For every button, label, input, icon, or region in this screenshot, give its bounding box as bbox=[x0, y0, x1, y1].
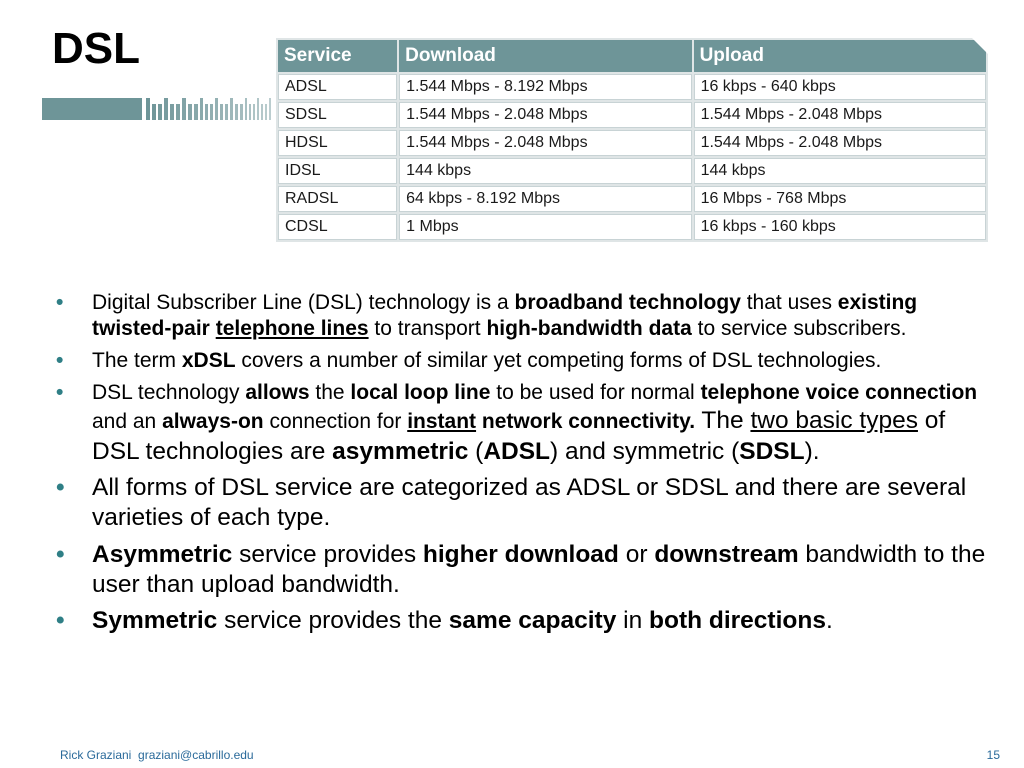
list-item bbox=[56, 473, 996, 534]
table-cell: 1.544 Mbps - 2.048 Mbps bbox=[694, 102, 986, 128]
bullet-text: the bbox=[309, 381, 351, 405]
bullet-text-bold-underlined: telephone lines bbox=[215, 317, 369, 341]
column-header-service: Service bbox=[278, 40, 397, 72]
footer-credit bbox=[60, 748, 254, 762]
table-row bbox=[278, 158, 986, 184]
bullet-text-bold: existing twisted-pair bbox=[92, 291, 918, 341]
table-cell: 16 kbps - 160 kbps bbox=[694, 214, 986, 240]
bullet-text-bold: allows bbox=[245, 381, 310, 405]
bullet-text-bold: network connectivity. bbox=[476, 410, 696, 434]
table-cell: CDSL bbox=[278, 214, 397, 240]
table-cell: 16 kbps - 640 kbps bbox=[694, 74, 986, 100]
table-row bbox=[278, 102, 986, 128]
slide-title: DSL bbox=[52, 24, 140, 73]
list-item bbox=[56, 540, 996, 601]
bullet-text-bold: higher download bbox=[422, 540, 619, 568]
table-cell: 16 Mbps - 768 Mbps bbox=[694, 186, 986, 212]
column-header-upload: Upload bbox=[694, 40, 986, 72]
bullet-text-bold: ADSL bbox=[483, 437, 551, 465]
bullet-icon: • bbox=[56, 607, 65, 635]
table-row bbox=[278, 74, 986, 100]
bullet-text: in bbox=[616, 607, 650, 635]
footer-email: graziani@cabrillo.edu bbox=[138, 748, 254, 762]
bullet-text-bold: SDSL bbox=[739, 437, 805, 465]
table-cell: 1.544 Mbps - 2.048 Mbps bbox=[694, 130, 986, 156]
bullet-text: ( bbox=[468, 437, 484, 465]
bullet-text: connection for bbox=[263, 410, 408, 434]
bullet-text: covers a number of similar yet competing forms of DSL technologies. bbox=[235, 349, 882, 373]
bullet-text: that uses bbox=[740, 291, 838, 314]
table-cell: ADSL bbox=[278, 74, 397, 100]
bullet-text-bold: local loop line bbox=[350, 381, 491, 405]
table-row bbox=[278, 130, 986, 156]
bullet-text: service provides the bbox=[217, 607, 449, 635]
bullet-icon: • bbox=[56, 540, 65, 568]
list-item bbox=[56, 606, 996, 636]
table-row bbox=[278, 214, 986, 240]
bullet-icon: • bbox=[56, 473, 65, 501]
bullet-text: to be used for normal bbox=[490, 381, 701, 405]
table-cell: 1.544 Mbps - 2.048 Mbps bbox=[399, 130, 691, 156]
bullet-text: ) and symmetric ( bbox=[550, 437, 740, 465]
bullet-icon: • bbox=[56, 381, 64, 405]
list-item bbox=[56, 290, 996, 342]
bullet-text: service provides bbox=[232, 540, 423, 568]
bullet-text-bold: Asymmetric bbox=[92, 540, 233, 568]
table-cell: IDSL bbox=[278, 158, 397, 184]
bullet-text: All forms of DSL service are categorized as ADSL or SDSL and there are several varieties of each type. bbox=[92, 473, 967, 532]
bullet-text-bold: broadband technology bbox=[514, 291, 741, 314]
bullet-text: of DSL technologies are bbox=[92, 407, 946, 465]
bullet-text: to service subscribers. bbox=[691, 317, 907, 341]
table-cell: 1.544 Mbps - 2.048 Mbps bbox=[399, 102, 691, 128]
table-cell: HDSL bbox=[278, 130, 397, 156]
bullet-text-bold: Symmetric bbox=[92, 607, 218, 635]
bullet-text-bold-underlined: instant bbox=[407, 410, 477, 434]
bullet-text-bold: both directions bbox=[649, 607, 826, 635]
page-number: 15 bbox=[986, 748, 1000, 762]
bullet-text-bold: always-on bbox=[162, 410, 264, 434]
bullet-list bbox=[56, 290, 996, 643]
bullet-text: . bbox=[825, 607, 833, 635]
bullet-text: Digital Subscriber Line (DSL) technology is a bbox=[92, 291, 515, 314]
bullet-text: The bbox=[695, 407, 751, 435]
table-row bbox=[278, 186, 986, 212]
bullet-text-bold: telephone voice connection bbox=[700, 381, 978, 405]
dsl-service-table bbox=[276, 38, 988, 242]
bullet-text-bold: xDSL bbox=[181, 349, 236, 373]
bullet-text-underlined: two basic types bbox=[750, 407, 918, 435]
column-header-download: Download bbox=[399, 40, 691, 72]
table-cell: 64 kbps - 8.192 Mbps bbox=[399, 186, 691, 212]
bullet-text-bold: downstream bbox=[654, 540, 799, 568]
list-item bbox=[56, 380, 996, 467]
bullet-text-bold: same capacity bbox=[448, 607, 617, 635]
footer-author: Rick Graziani bbox=[60, 748, 132, 762]
table-cell: SDSL bbox=[278, 102, 397, 128]
bullet-icon: • bbox=[56, 349, 64, 373]
bullet-text: DSL technology bbox=[92, 381, 246, 405]
bullet-text-bold: high-bandwidth data bbox=[486, 317, 692, 341]
table-cell: 144 kbps bbox=[399, 158, 691, 184]
bullet-text: ). bbox=[804, 437, 820, 465]
bullet-text-bold: asymmetric bbox=[332, 437, 469, 465]
bullet-text: and an bbox=[92, 410, 163, 434]
bullet-text: to transport bbox=[368, 317, 487, 341]
bullet-text: bandwidth to the user than upload bandwidth. bbox=[92, 540, 986, 598]
table-cell: 1 Mbps bbox=[399, 214, 691, 240]
decorative-accent-bar bbox=[42, 96, 272, 122]
bullet-text: The term bbox=[92, 349, 182, 373]
bullet-text: or bbox=[618, 540, 655, 568]
table-cell: RADSL bbox=[278, 186, 397, 212]
table-cell: 144 kbps bbox=[694, 158, 986, 184]
list-item bbox=[56, 348, 996, 374]
table-corner-cut bbox=[972, 38, 988, 54]
table-header-row bbox=[278, 40, 986, 72]
table-cell: 1.544 Mbps - 8.192 Mbps bbox=[399, 74, 691, 100]
bullet-icon: • bbox=[56, 291, 64, 314]
